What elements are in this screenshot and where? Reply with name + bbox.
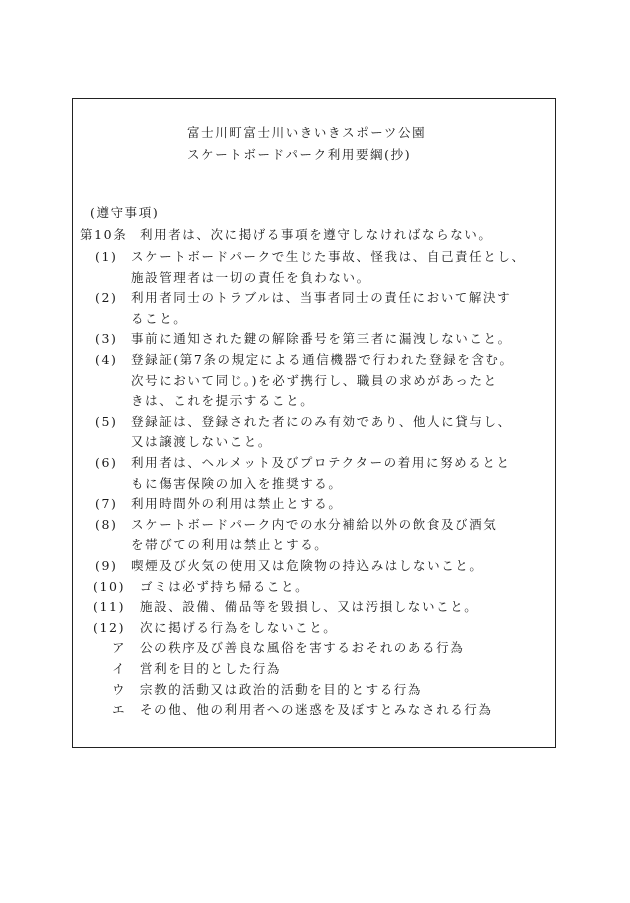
rule-item-text: 次号において同じ。)を必ず携行し、職員の求めがあったと [131, 372, 498, 388]
rule-item-text: 又は譲渡しないこと。 [131, 434, 273, 450]
rule-item-number: (3) [95, 331, 118, 347]
rule-item-text: 施設管理者は一切の責任を負わない。 [131, 269, 371, 285]
rule-item-number: (1) [95, 249, 118, 264]
rule-item-text: 利用者は、ヘルメット及びプロテクターの着用に努めるとと [131, 455, 511, 470]
rule-item-text: 登録証(第7条の規定による通信機器で行われた登録を含む。 [131, 352, 514, 367]
rule-item-text: 次に掲げる行為をしないこと。 [140, 619, 338, 635]
rule-item-text: を帯びての利用は禁止とする。 [131, 537, 329, 553]
rule-item-text: 事前に通知された鍵の解除番号を第三者に漏洩しないこと。 [131, 331, 512, 347]
rule-item-text: ゴミは必ず持ち帰ること。 [140, 578, 310, 594]
rule-item-text: 登録証は、登録された者にのみ有効であり、他人に貸与し、 [131, 413, 512, 429]
prohibited-act-text: 公の秩序及び善良な風俗を害するおそれのある行為 [140, 640, 465, 656]
rule-item-number: (2) [95, 290, 118, 306]
rule-item-number: (9) [95, 558, 118, 573]
prohibited-act-mark: イ [112, 661, 127, 676]
rule-item-text: スケートボードパーク内での水分補給以外の飲食及び酒気 [131, 516, 498, 532]
rule-item-text: スケートボードパークで生じた事故、怪我は、自己責任とし、 [131, 249, 526, 264]
rule-item-number: (12) [93, 619, 126, 635]
prohibited-act-text: 宗教的活動又は政治的活動を目的とする行為 [140, 681, 423, 697]
prohibited-act-text: その他、他の利用者への迷惑を及ぼすとみなされる行為 [140, 702, 493, 718]
prohibited-act-text: 営利を目的とした行為 [140, 661, 282, 676]
prohibited-act-mark: ウ [112, 681, 127, 697]
rule-item-number: (10) [93, 578, 126, 594]
rule-item-number: (8) [95, 516, 118, 532]
article-text: 利用者は、次に掲げる事項を遵守しなければならない。 [140, 227, 493, 242]
document-title-line-2: スケートボードパーク利用要綱(抄) [187, 147, 412, 162]
rule-item-number: (11) [93, 599, 126, 615]
rule-item-number: (6) [95, 455, 118, 470]
rule-item-text: もに傷害保険の加入を推奨する。 [131, 475, 343, 491]
rule-item-number: (4) [95, 352, 118, 367]
prohibited-act-mark: エ [112, 702, 127, 718]
rule-item-text: 利用者同士のトラブルは、当事者同士の責任において解決す [131, 290, 512, 306]
section-heading: (遵守事項) [90, 205, 160, 220]
rule-item-text: きは、これを提示すること。 [131, 393, 315, 409]
rule-item-number: (7) [95, 496, 118, 512]
rule-item-number: (5) [95, 413, 118, 429]
article-number: 第10条 [80, 227, 128, 242]
rule-item-text: 施設、設備、備品等を毀損し、又は汚損しないこと。 [140, 599, 479, 615]
prohibited-act-mark: ア [112, 640, 127, 656]
document-title-line-1: 富士川町富士川いきいきスポーツ公園 [187, 125, 427, 140]
rule-item-text: 喫煙及び火気の使用又は危険物の持込みはしないこと。 [131, 558, 484, 573]
rule-item-text: 利用時間外の利用は禁止とする。 [131, 496, 343, 512]
rule-item-text: ること。 [131, 310, 188, 326]
